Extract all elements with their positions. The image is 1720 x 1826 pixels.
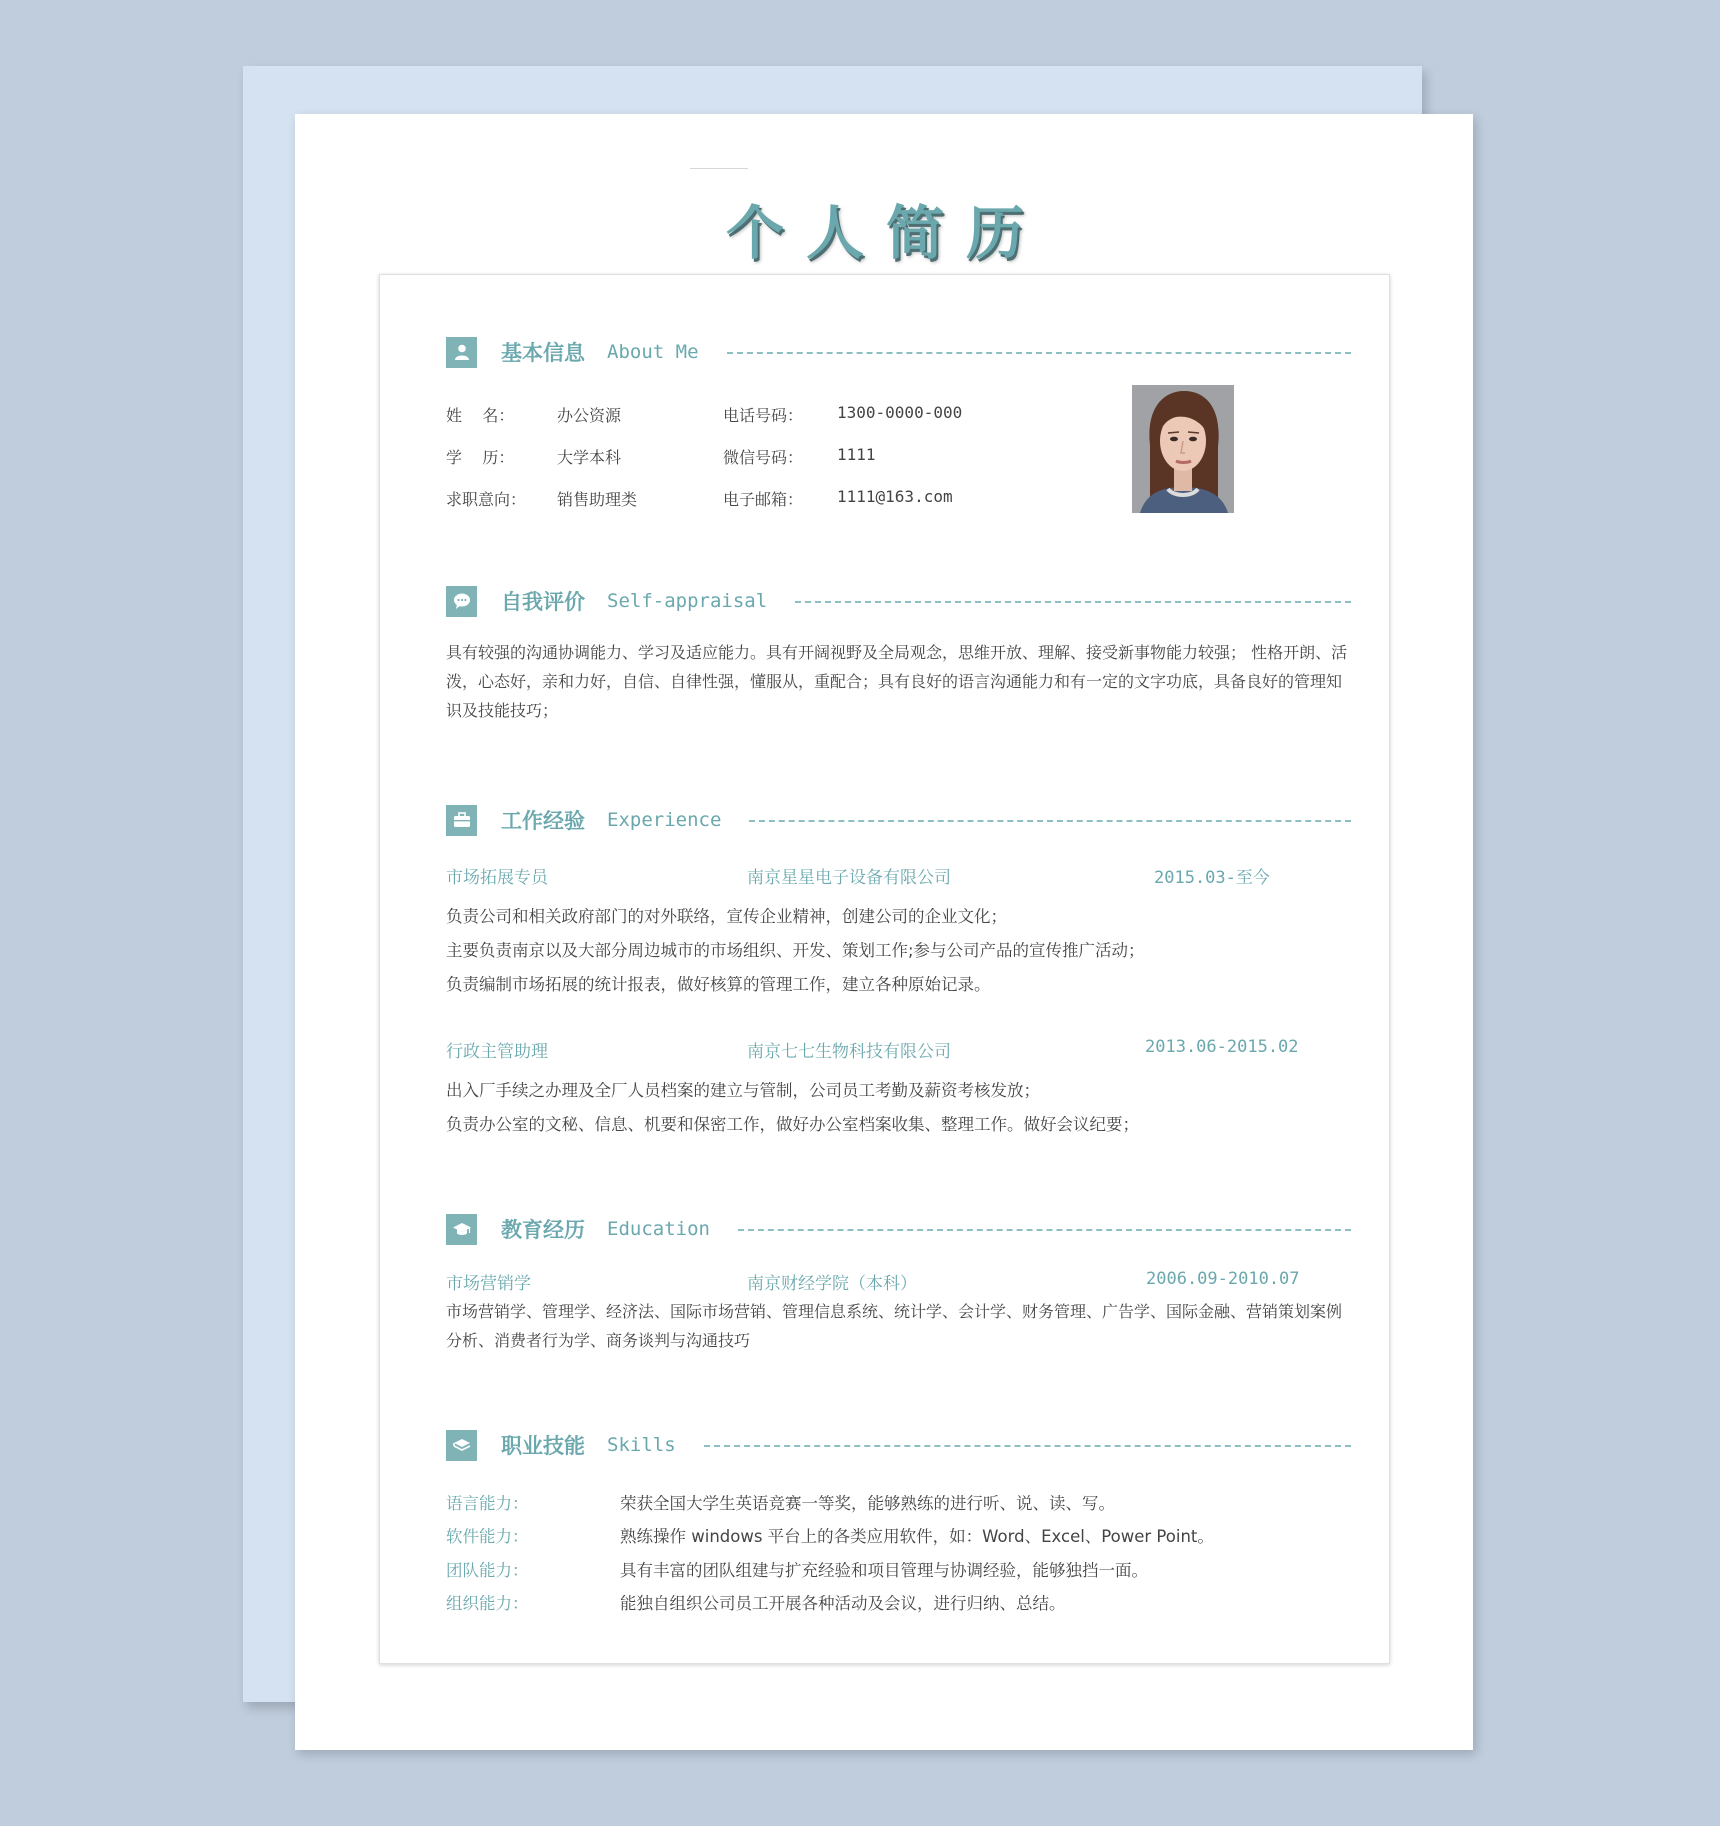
- education-value: 大学本科: [557, 448, 622, 467]
- section-title-en: Experience: [607, 809, 722, 831]
- education-major: 市场营销学: [446, 1274, 531, 1294]
- job-company: 南京七七生物科技有限公司: [747, 1042, 951, 1062]
- phone-label: 电话号码：: [723, 406, 804, 425]
- book-icon: [446, 1430, 477, 1461]
- job-position: 市场拓展专员: [446, 868, 548, 888]
- section-title-en: About Me: [607, 341, 699, 363]
- graduation-cap-icon: [446, 1214, 477, 1245]
- dashed-divider: [795, 601, 1351, 603]
- job-duty: 主要负责南京以及大部分周边城市的市场组织、开发、策划工作;参与公司产品的宣传推广活动；: [446, 941, 1145, 960]
- wechat-value: 1111: [837, 445, 876, 464]
- job-period: 2015.03-至今: [1154, 868, 1270, 888]
- phone-value: 1300-0000-000: [837, 403, 963, 422]
- section-self-header: [446, 584, 1351, 618]
- job-duty: 负责办公室的文秘、信息、机要和保密工作，做好办公室档案收集、整理工作。做好会议纪要；: [446, 1115, 1139, 1134]
- briefcase-icon: [446, 805, 477, 836]
- page-title: 个人简历: [725, 199, 1046, 267]
- intent-label: 求职意向：: [446, 490, 527, 509]
- job-1-header: [446, 863, 1351, 887]
- section-about-header: [446, 335, 1351, 369]
- job-period: 2013.06-2015.02: [1145, 1037, 1299, 1057]
- skill-text: 能独自组织公司员工开展各种活动及会议，进行归纳、总结。: [620, 1594, 1066, 1613]
- education-label: 学 历：: [446, 448, 515, 467]
- profile-photo: [1132, 385, 1234, 513]
- self-appraisal-text: 具有较强的沟通协调能力、学习及适应能力。具有开阔视野及全局观念，思维开放、理解、接受新事物能力较强； 性格开朗、活泼，心态好，亲和力好，自信、自律性强，懂服从，重配合；具有良好的语言沟通能力和有一定的文字功底，具备良好的管理知识及技能技巧；: [446, 643, 1348, 720]
- job-duty: 负责编制市场拓展的统计报表，做好核算的管理工作，建立各种原始记录。: [446, 975, 991, 994]
- section-title-en: Education: [607, 1218, 710, 1240]
- dashed-divider: [749, 820, 1351, 822]
- job-duty: 出入厂手续之办理及全厂人员档案的建立与管制，公司员工考勤及薪资考核发放；: [446, 1081, 1040, 1100]
- skill-label: 语言能力：: [446, 1494, 529, 1513]
- skill-text: 具有丰富的团队组建与扩充经验和项目管理与协调经验，能够独挡一面。: [620, 1561, 1148, 1580]
- section-title-cn: 工作经验: [501, 809, 585, 833]
- info-education-row: [446, 445, 621, 468]
- intent-value: 销售助理类: [557, 490, 638, 509]
- section-title-en: Self-appraisal: [607, 590, 768, 612]
- user-icon: [446, 337, 477, 368]
- dashed-divider: [704, 1445, 1351, 1447]
- name-value: 办公资源: [557, 406, 622, 425]
- chat-icon: [446, 586, 477, 617]
- section-title-cn: 职业技能: [501, 1434, 585, 1458]
- job-company: 南京星星电子设备有限公司: [747, 868, 951, 888]
- info-email-row: [723, 487, 953, 510]
- education-header: [446, 1269, 1351, 1293]
- section-experience-header: [446, 803, 1351, 837]
- email-value: 1111@163.com: [837, 487, 953, 506]
- wechat-label: 微信号码：: [723, 448, 804, 467]
- section-title-cn: 教育经历: [501, 1218, 585, 1242]
- skill-label: 组织能力：: [446, 1594, 529, 1613]
- education-period: 2006.09-2010.07: [1146, 1269, 1300, 1289]
- skill-label: 团队能力：: [446, 1561, 529, 1580]
- resume-card: [379, 274, 1390, 1664]
- dashed-divider: [727, 352, 1351, 354]
- section-title-cn: 自我评价: [501, 590, 585, 614]
- info-name-row: [446, 403, 621, 426]
- section-education-header: [446, 1212, 1351, 1246]
- section-title-cn: 基本信息: [501, 341, 585, 365]
- skill-text: 荣获全国大学生英语竞赛一等奖，能够熟练的进行听、说、读、写。: [620, 1494, 1115, 1513]
- job-2-header: [446, 1037, 1351, 1061]
- name-label: 姓 名：: [446, 406, 515, 425]
- skill-label: 软件能力：: [446, 1527, 529, 1546]
- job-duty: 负责公司和相关政府部门的对外联络，宣传企业精神，创建公司的企业文化；: [446, 907, 1007, 926]
- dashed-divider: [738, 1229, 1351, 1231]
- info-intent-row: [446, 487, 637, 510]
- top-divider: [690, 168, 748, 169]
- email-label: 电子邮箱：: [723, 490, 804, 509]
- info-wechat-row: [723, 445, 876, 468]
- education-school: 南京财经学院（本科）: [747, 1274, 917, 1294]
- education-courses: 市场营销学、管理学、经济法、国际市场营销、管理信息系统、统计学、会计学、财务管理、广告学、国际金融、营销策划案例分析、消费者行为学、商务谈判与沟通技巧: [446, 1302, 1343, 1350]
- job-position: 行政主管助理: [446, 1042, 548, 1062]
- info-phone-row: [723, 403, 962, 426]
- section-title-en: Skills: [607, 1434, 676, 1456]
- skill-text: 熟练操作 windows 平台上的各类应用软件，如：Word、Excel、Power Point。: [620, 1527, 1214, 1546]
- section-skills-header: [446, 1428, 1351, 1462]
